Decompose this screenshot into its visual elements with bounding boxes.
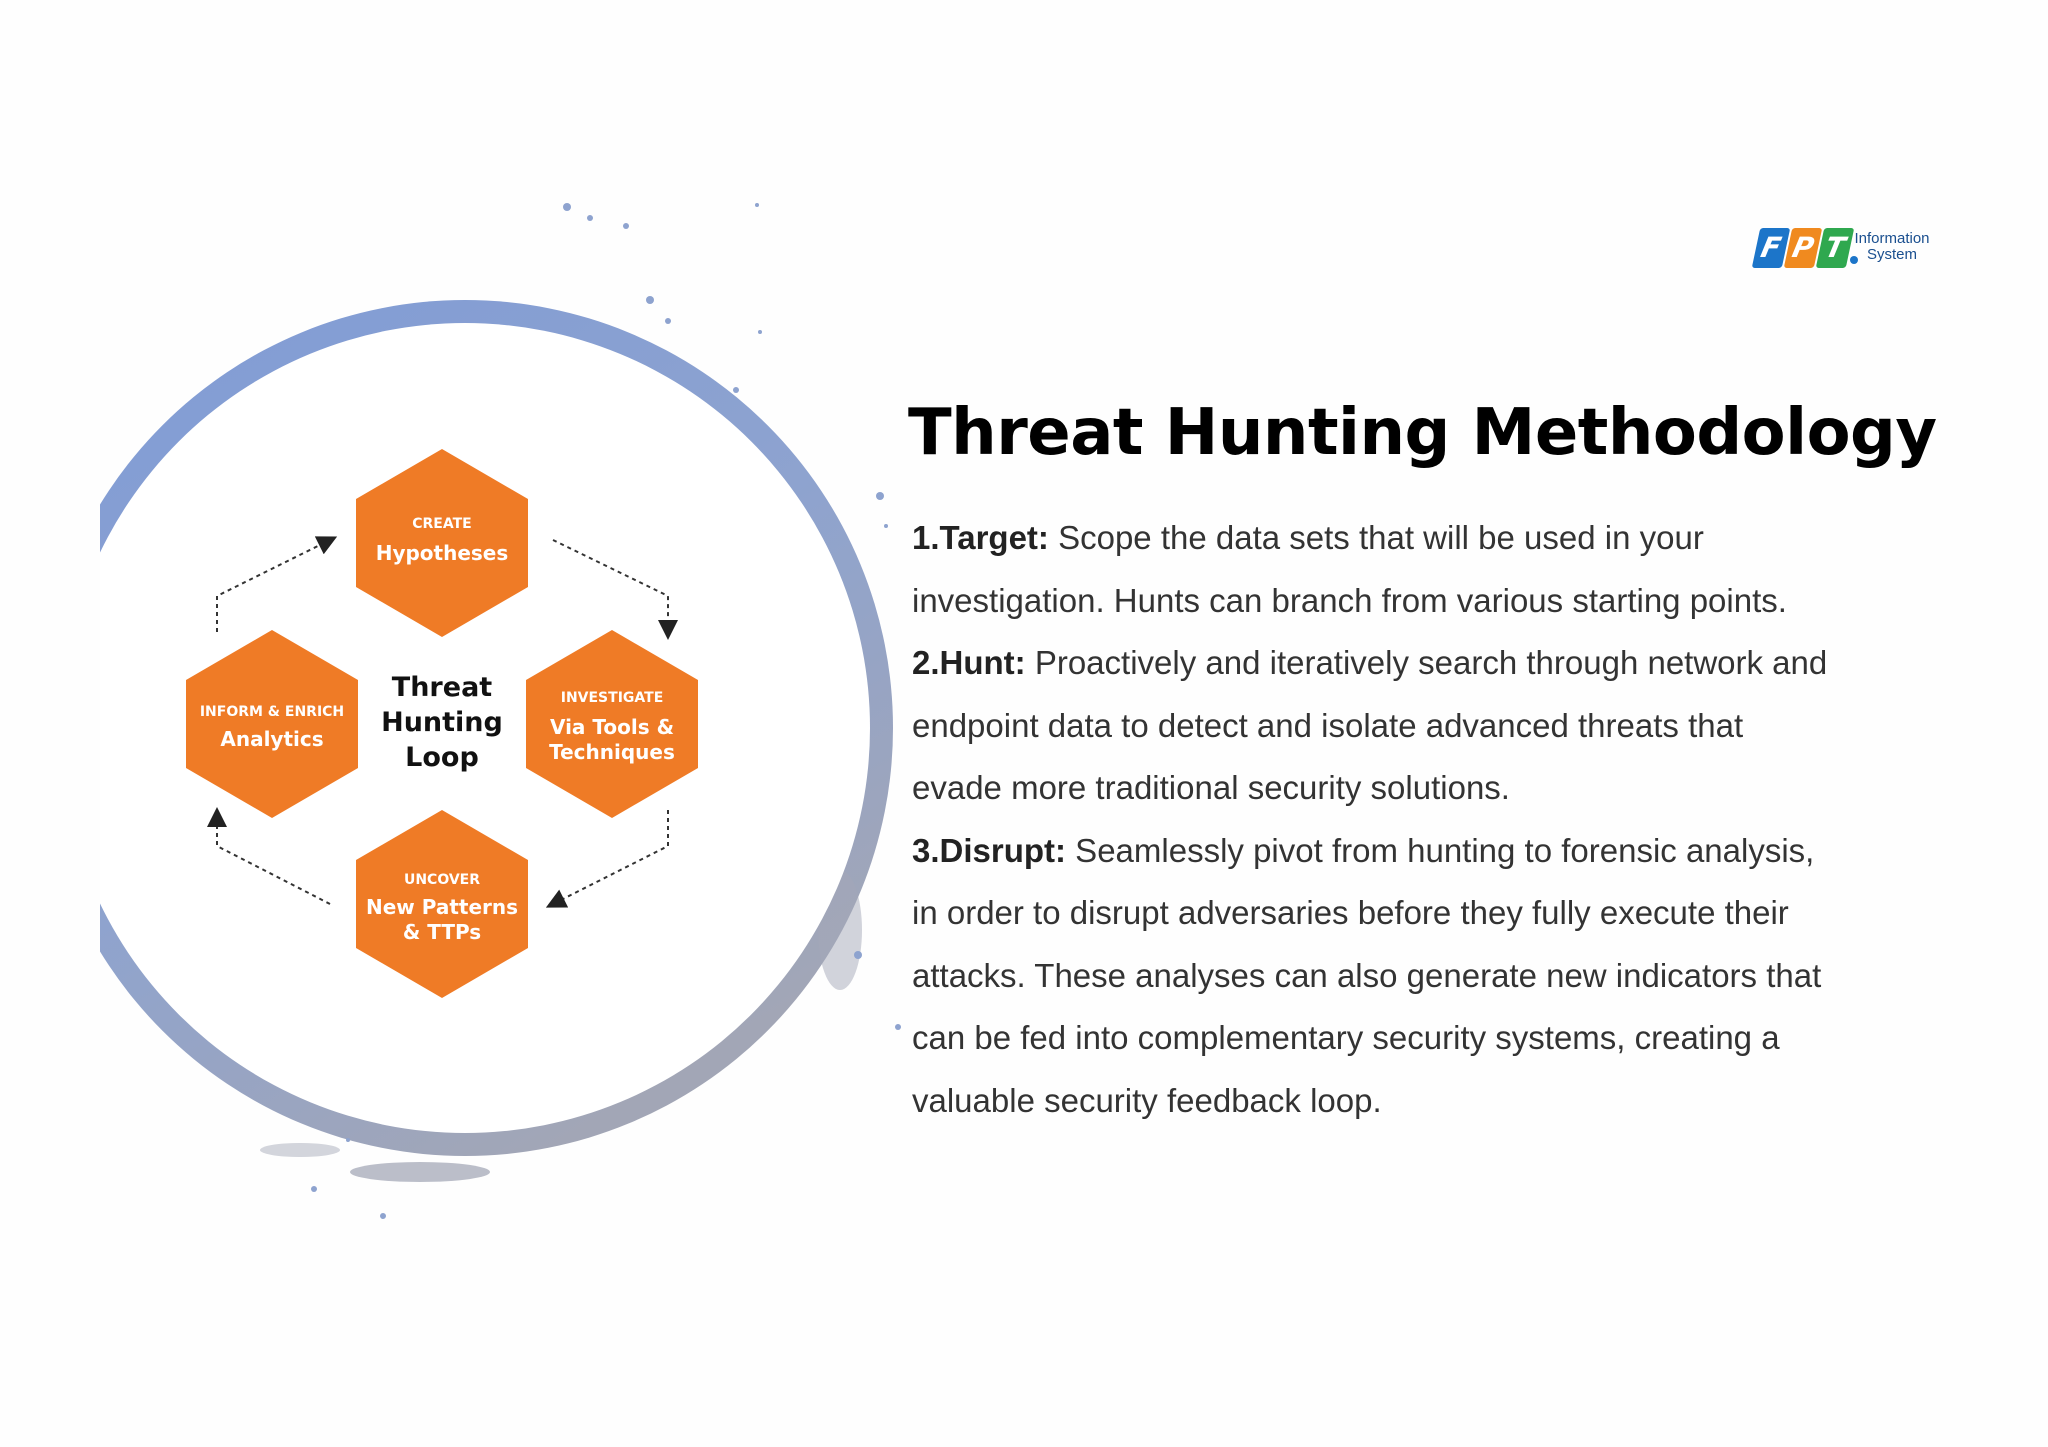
loop-center-line2: Hunting xyxy=(381,707,503,738)
logo-text xyxy=(1844,231,1940,263)
slide-title: Threat Hunting Methodology xyxy=(908,396,1937,470)
point-target xyxy=(912,507,1832,632)
point-target-term: 1.Target: xyxy=(912,519,1049,556)
hex-uncover-big-2: & TTPs xyxy=(402,920,482,944)
point-hunt-text: Proactively and iteratively search through network and endpoint data to detect and isolate advanced threats that evade more traditional security solutions. xyxy=(912,644,1828,806)
point-disrupt xyxy=(912,820,1832,1133)
loop-center-line1: Threat xyxy=(391,672,493,703)
hex-investigate-big-1: Via Tools & xyxy=(549,715,675,739)
logo-letter-t: T xyxy=(1816,228,1855,268)
brush-ring xyxy=(37,300,893,1182)
hex-uncover-small: UNCOVER xyxy=(403,872,481,888)
methodology-points xyxy=(912,507,1832,1132)
point-hunt-term: 2.Hunt: xyxy=(912,644,1026,681)
hex-inform-small: INFORM & ENRICH xyxy=(199,704,345,720)
hex-investigate-small: INVESTIGATE xyxy=(560,690,664,706)
logo-letter-f: F xyxy=(1752,228,1791,268)
point-disrupt-term: 3.Disrupt: xyxy=(912,831,1067,869)
logo-line-information: Information xyxy=(1854,230,1930,247)
hex-create-big: Hypotheses xyxy=(375,541,509,565)
logo-line-system: System xyxy=(1866,246,1917,263)
hex-uncover-big-1: New Patterns xyxy=(365,895,519,919)
point-hunt xyxy=(912,632,1832,820)
hex-create-small: CREATE xyxy=(412,516,472,532)
fpt-logo xyxy=(1752,222,1932,278)
hex-investigate-big-2: Techniques xyxy=(549,740,675,764)
hex-inform-big: Analytics xyxy=(220,727,324,751)
point-disrupt-text: Seamlessly pivot from hunting to forensic analysis, in order to disrupt adversaries before they fully execute their attacks. These analyses can also generate new indicators that can be fed into complementary security systems, creating a valuable security feedback loop. xyxy=(912,831,1822,1119)
logo-letter-p: P xyxy=(1784,228,1823,268)
loop-center-line3: Loop xyxy=(405,742,479,773)
point-target-text: Scope the data sets that will be used in your investigation. Hunts can branch from various starting points. xyxy=(912,519,1787,619)
